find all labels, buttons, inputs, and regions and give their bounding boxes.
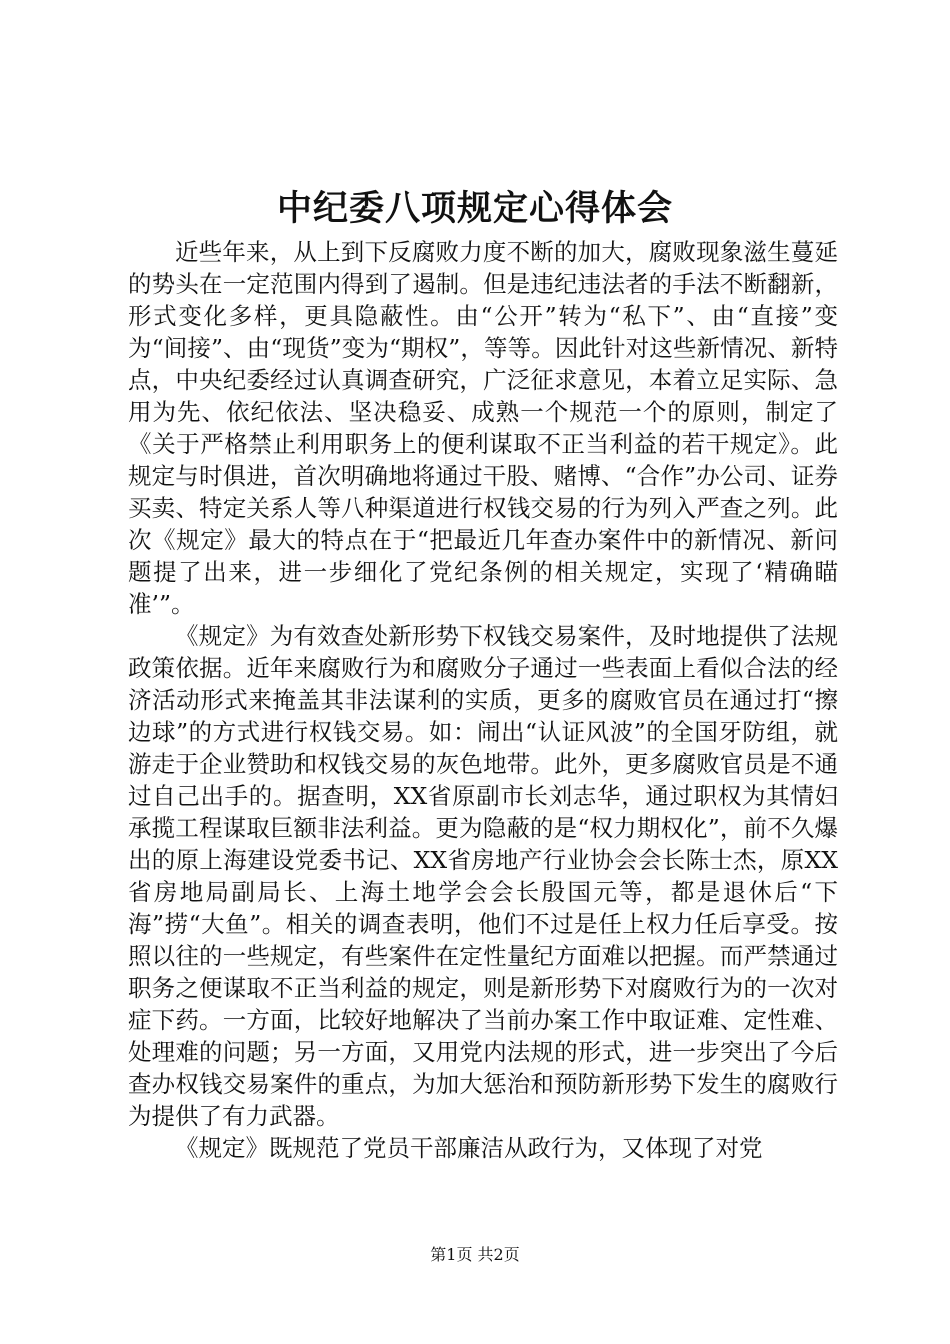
- paragraph: 近些年来，从上到下反腐败力度不断的加大，腐败现象滋生蔓延的势头在一定范围内得到了遏制。但是违纪违法者的手法不断翻新，形式变化多样，更具隐蔽性。由“公开”转为“私下”、由“直接”变为“间接”、由“现货”变为“期权”，等等。因此针对这些新情况、新特点，中央纪委经过认真调查研究，广泛征求意见，本着立足实际、急用为先、依纪依法、坚决稳妥、成熟一个规范一个的原则，制定了《关于严格禁止利用职务上的便利谋取不正当利益的若干规定》。此规定与时俱进，首次明确地将通过干股、赌博、“合作”办公司、证券买卖、特定关系人等八种渠道进行权钱交易的行为列入严查之列。此次《规定》最大的特点在于“把最近几年查办案件中的新情况、新问题提了出来，进一步细化了党纪条例的相关规定，实现了‘精确瞄准’”。: [128, 238, 838, 618]
- paragraph: 《规定》为有效查处新形势下权钱交易案件，及时地提供了法规政策依据。近年来腐败行为和腐败分子通过一些表面上看似合法的经济活动形式来掩盖其非法谋利的实质，更多的腐败官员在通过打“擦边球”的方式进行权钱交易。如：闹出“认证风波”的全国牙防组，就游走于企业赞助和权钱交易的灰色地带。此外，更多腐败官员是不通过自己出手的。据查明，XX省原副市长刘志华，通过职权为其情妇承揽工程谋取巨额非法利益。更为隐蔽的是“权力期权化”，前不久爆出的原上海建设党委书记、XX省房地产行业协会会长陈士杰，原XX省房地局副局长、上海土地学会会长殷国元等，都是退休后“下海”捞“大鱼”。相关的调查表明，他们不过是任上权力任后享受。按照以往的一些规定，有些案件在定性量纪方面难以把握。而严禁通过职务之便谋取不正当利益的规定，则是新形势下对腐败行为的一次对症下药。一方面，比较好地解决了当前办案工作中取证难、定性难、处理难的问题；另一方面，又用党内法规的形式，进一步突出了今后查办权钱交易案件的重点，为加大惩治和预防新形势下发生的腐败行为提供了有力武器。: [128, 622, 838, 1130]
- document-body: [128, 236, 838, 1164]
- document-title: 中纪委八项规定心得体会: [276, 188, 673, 229]
- paragraph: 《规定》既规范了党员干部廉洁从政行为，又体现了对党: [175, 1134, 763, 1162]
- page-footer: 第1页 共2页: [430, 1245, 520, 1264]
